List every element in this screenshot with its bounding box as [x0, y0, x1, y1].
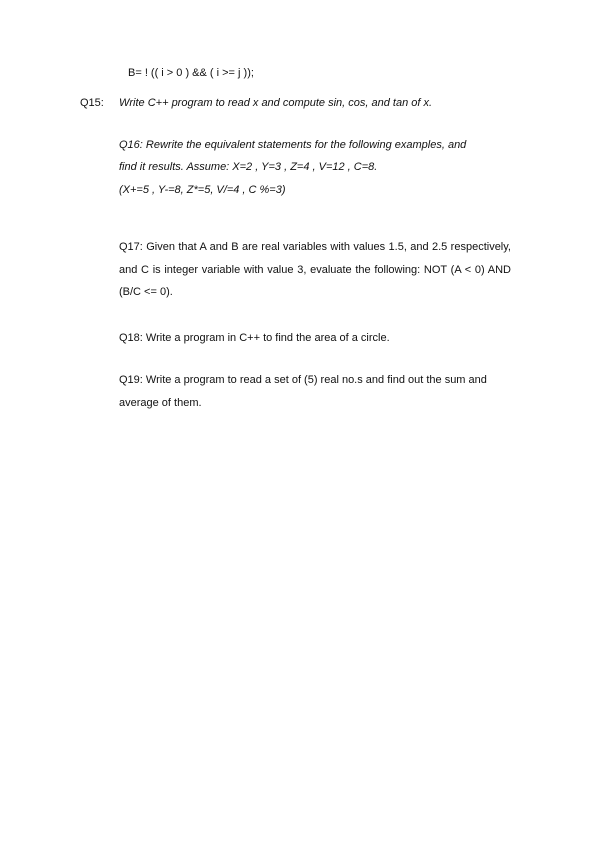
code-line: B= ! (( i > 0 ) && ( i >= j ));	[128, 67, 254, 79]
q16-line-3: (X+=5 , Y-=8, Z*=5, V/=4 , C %=3)	[119, 184, 286, 196]
q16-line-2: find it results. Assume: X=2 , Y=3 , Z=4 , V=12 , C=8.	[119, 161, 378, 173]
q18-text: Q18: Write a program in C++ to find the area of a circle.	[119, 332, 390, 344]
q16-line-1: Q16: Rewrite the equivalent statements for the following examples, and	[119, 139, 467, 151]
q19-text: Q19: Write a program to read a set of (5) real no.s and find out the sum and average of them.	[119, 374, 487, 409]
q17-text: Q17: Given that A and B are real variables with values 1.5, and 2.5 respectively, and C is integer variable with value 3, evaluate the following: NOT (A < 0) AND (B/C <= 0).	[119, 241, 511, 298]
q15-number: Q15:	[80, 97, 104, 109]
q15-text: Write C++ program to read x and compute sin, cos, and tan of x.	[119, 97, 433, 109]
